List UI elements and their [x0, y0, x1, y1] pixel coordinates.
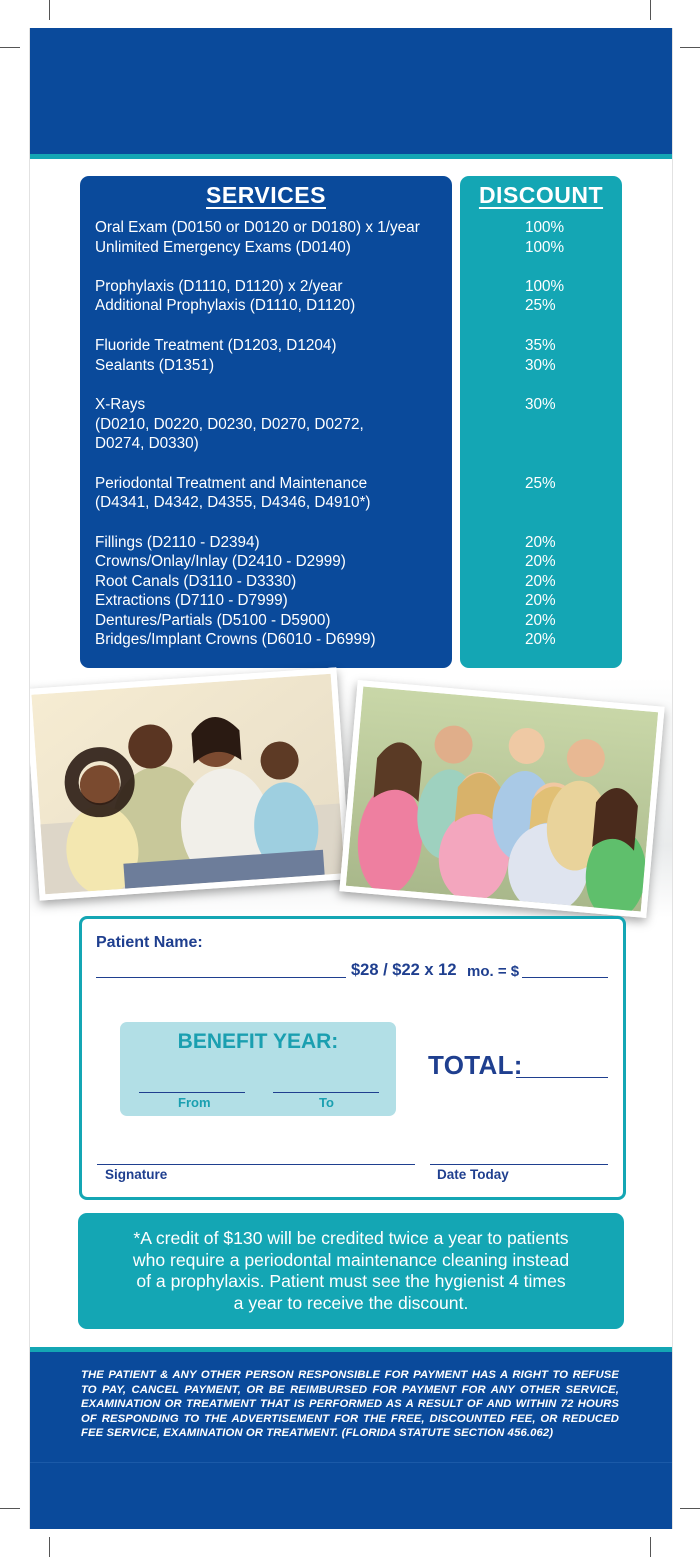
service-line: Extractions (D7110 - D7999) — [95, 592, 288, 609]
service-line: Prophylaxis (D1110, D1120) x 2/year — [95, 278, 343, 295]
date-field[interactable] — [430, 1164, 608, 1165]
discount-header: DISCOUNT — [478, 182, 604, 208]
from-label: From — [178, 1095, 211, 1110]
discount-value: 100% — [525, 278, 565, 295]
service-line: Root Canals (D3110 - D3330) — [95, 573, 297, 590]
benefit-year-label: BENEFIT YEAR: — [177, 1030, 339, 1053]
discount-value: 20% — [525, 631, 556, 648]
crop-mark — [650, 1537, 651, 1557]
discount-value: 35% — [525, 337, 556, 354]
crop-mark — [650, 0, 651, 20]
crop-mark — [0, 1508, 20, 1509]
services-header: SERVICES — [206, 182, 326, 208]
discount-table — [460, 176, 622, 668]
benefit-to-field[interactable] — [273, 1092, 379, 1093]
service-line: Dentures/Partials (D5100 - D5900) — [95, 612, 331, 629]
service-line: (D4341, D4342, D4355, D4346, D4910*) — [95, 494, 371, 511]
discount-value: 20% — [525, 592, 556, 609]
service-line: Additional Prophylaxis (D1110, D1120) — [95, 297, 356, 314]
note-line: *A credit of $130 will be credited twice a year to patients — [133, 1228, 569, 1248]
price-amount-field[interactable] — [522, 977, 608, 978]
family-photo-left — [29, 667, 351, 900]
service-line: D0274, D0330) — [95, 435, 199, 452]
discount-value: 20% — [525, 573, 556, 590]
total-label: TOTAL: — [428, 1050, 523, 1080]
date-label: Date Today — [437, 1167, 509, 1182]
price-mo-text: mo. = $ — [467, 963, 520, 980]
discount-value: 20% — [525, 534, 556, 551]
header-band — [30, 28, 672, 154]
family-photo-left-image — [31, 674, 344, 894]
service-line: Fillings (D2110 - D2394) — [95, 534, 260, 551]
crop-mark — [680, 1508, 700, 1509]
benefit-year-box — [120, 1022, 396, 1116]
discount-value: 30% — [525, 357, 556, 374]
service-line: Periodontal Treatment and Maintenance — [95, 475, 368, 492]
note-line: who require a periodontal maintenance cleaning instead — [132, 1249, 570, 1270]
service-line: Fluoride Treatment (D1203, D1204) — [95, 337, 337, 354]
enrollment-form — [79, 916, 626, 1200]
signature-field[interactable] — [97, 1164, 415, 1165]
family-photo-right — [339, 680, 664, 918]
crop-mark — [49, 0, 50, 20]
discount-value: 30% — [525, 396, 556, 413]
discount-value: 20% — [525, 612, 556, 629]
discount-value: 25% — [525, 297, 556, 314]
discount-value: 100% — [525, 239, 565, 256]
patient-name-label: Patient Name: — [96, 934, 203, 951]
benefit-from-field[interactable] — [139, 1092, 245, 1093]
services-table — [80, 176, 452, 668]
crop-mark — [0, 47, 20, 48]
footer-band — [30, 1352, 672, 1529]
brochure-panel — [29, 28, 673, 1529]
service-line: X-Rays — [95, 396, 146, 413]
signature-label: Signature — [105, 1167, 168, 1182]
header-stripe — [30, 154, 672, 159]
note-line: of a prophylaxis. Patient must see the hygienist 4 times — [136, 1271, 566, 1291]
patient-name-field[interactable] — [96, 977, 346, 978]
footer-divider — [30, 1462, 672, 1463]
family-photo-right-image — [346, 686, 658, 911]
crop-mark — [49, 1537, 50, 1557]
legal-disclaimer: THE PATIENT & ANY OTHER PERSON RESPONSIBLE FOR PAYMENT HAS A RIGHT TO REFUSE TO PAY, CANCEL PAYMENT, OR BE REIMBURSED FOR PAYMENT FOR ANY OTHER SERVICE, EXAMINATION OR TREATMENT THAT IS PERFORMED AS A RESULT OF AND WITHIN 72 HOURS OF RESPONDING TO THE ADVERTISEMENT FOR THE FREE, DISCOUNTED FEE, OR REDUCED FEE SERVICE, EXAMINATION OR TREATMENT. (FLORIDA STATUTE SECTION 456.062) — [81, 1369, 619, 1440]
service-line: Sealants (D1351) — [95, 357, 215, 374]
service-line: Bridges/Implant Crowns (D6010 - D6999) — [95, 631, 376, 648]
discount-value: 25% — [525, 475, 556, 492]
price-text: $28 / $22 x 12 — [351, 961, 457, 979]
crop-mark — [680, 47, 700, 48]
service-line: Crowns/Onlay/Inlay (D2410 - D2999) — [95, 553, 346, 570]
note-line: a year to receive the discount. — [233, 1292, 469, 1313]
service-line: Oral Exam (D0150 or D0120 or D0180) x 1/year — [95, 219, 420, 236]
service-line: (D0210, D0220, D0230, D0270, D0272, — [95, 416, 364, 433]
discount-value: 20% — [525, 553, 556, 570]
credit-note — [78, 1213, 624, 1329]
discount-value: 100% — [525, 219, 565, 236]
service-line: Unlimited Emergency Exams (D0140) — [95, 239, 351, 256]
total-field[interactable] — [516, 1077, 608, 1078]
to-label: To — [319, 1095, 334, 1110]
